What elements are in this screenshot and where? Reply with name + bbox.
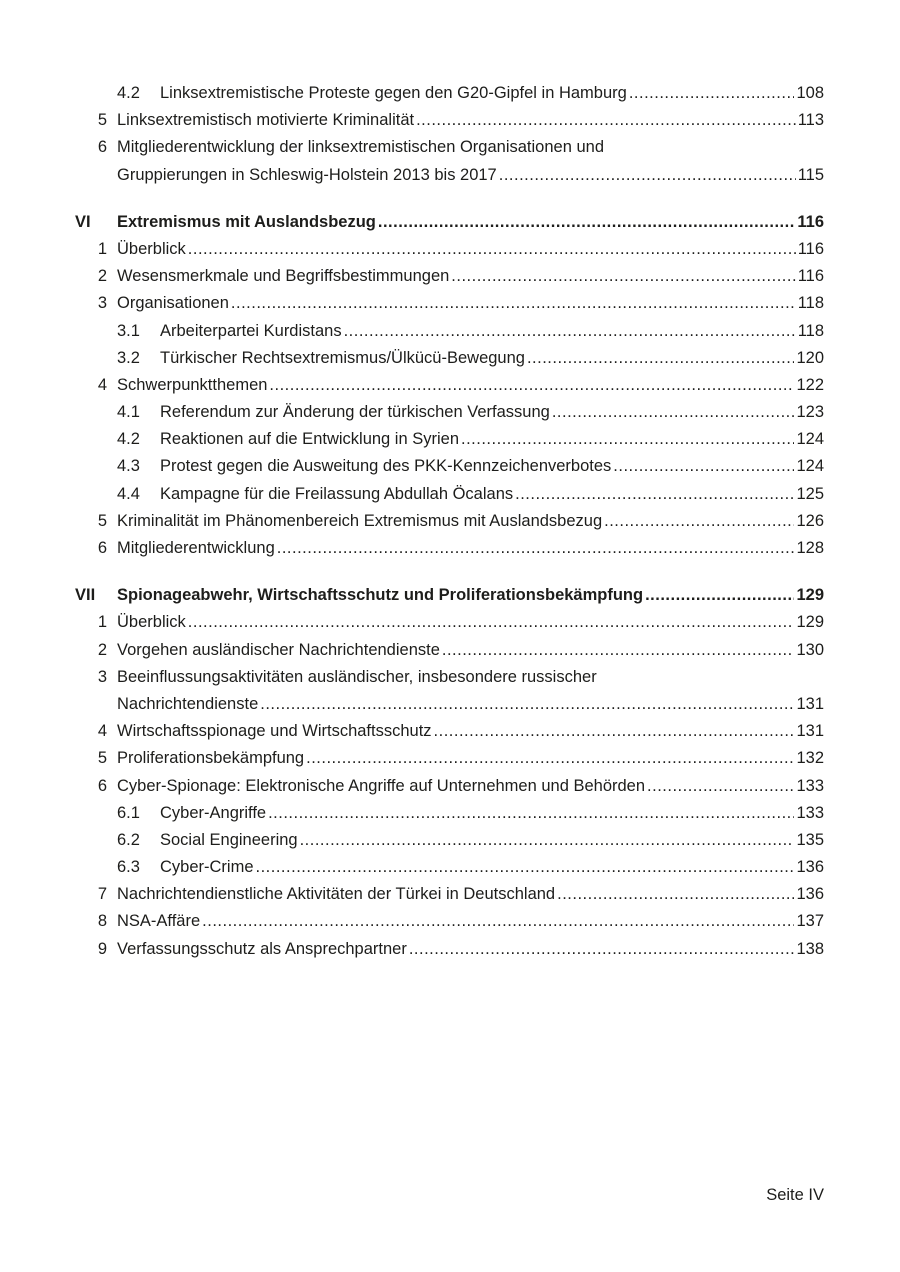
toc-entry-section[interactable] (75, 718, 824, 745)
entry-page: 133 (796, 803, 824, 822)
toc-entry-section[interactable] (75, 773, 824, 800)
entry-number: 1 (97, 239, 107, 258)
entry-title: Cyber-Crime (160, 858, 254, 877)
entry-title: Extremismus mit Auslandsbezug (117, 212, 376, 231)
entry-number: 7 (97, 885, 107, 904)
toc-entry-sub[interactable] (75, 318, 824, 345)
entry-number: 6.3 (117, 858, 140, 877)
toc-entry-sub[interactable] (75, 827, 824, 854)
entry-page: 130 (796, 640, 824, 659)
dot-leader (277, 535, 795, 562)
entry-title: Social Engineering (160, 830, 298, 849)
entry-title: Linksextremistische Proteste gegen den G20-Gipfel in Hamburg (160, 84, 627, 102)
entry-page: 116 (797, 267, 824, 286)
entry-title-continued: Gruppierungen in Schleswig-Holstein 2013 bis 2017 (117, 165, 497, 184)
entry-number: 2 (97, 640, 107, 659)
entry-page: 124 (796, 457, 824, 476)
dot-leader (378, 209, 796, 236)
entry-title: Proliferationsbekämpfung (117, 749, 305, 768)
dot-leader (461, 426, 794, 453)
toc-entry-sub[interactable] (75, 80, 824, 107)
entry-title: Schwerpunktthemen (117, 375, 268, 394)
toc-entry-sub[interactable] (75, 800, 824, 827)
toc-entry-section[interactable] (75, 263, 824, 290)
entry-number: 6.2 (117, 830, 140, 849)
entry-title: Überblick (117, 239, 186, 258)
dot-leader (645, 582, 794, 609)
toc-entry-continuation (75, 162, 824, 189)
entry-page: 123 (796, 403, 824, 422)
entry-number: VI (75, 212, 91, 231)
dot-leader (202, 908, 794, 935)
entry-page: 126 (796, 511, 824, 530)
entry-page: 118 (797, 321, 824, 340)
entry-number: 5 (97, 111, 107, 130)
dot-leader (515, 481, 794, 508)
entry-page: 129 (796, 586, 824, 605)
toc-entry-sub[interactable] (75, 854, 824, 881)
entry-number: 4.3 (117, 457, 140, 476)
entry-number: 6.1 (117, 803, 140, 822)
entry-number: 8 (97, 912, 107, 931)
dot-leader (527, 345, 795, 372)
toc-entry-sub[interactable] (75, 453, 824, 480)
entry-number: 5 (97, 749, 107, 768)
entry-page: 131 (796, 694, 824, 713)
entry-number: 4 (97, 375, 107, 394)
page-number: Seite IV (766, 1186, 824, 1204)
entry-page: 120 (796, 348, 824, 367)
entry-page: 116 (797, 212, 824, 231)
toc-entry-section[interactable] (75, 107, 824, 134)
entry-page: 125 (796, 484, 824, 503)
toc-entry-section[interactable] (75, 936, 824, 963)
dot-leader (269, 372, 794, 399)
entry-title: Protest gegen die Ausweitung des PKK-Kennzeichenverbotes (160, 457, 612, 476)
entry-number: 1 (97, 613, 107, 632)
entry-number: 9 (97, 939, 107, 958)
toc-entry-section[interactable] (75, 745, 824, 772)
entry-page: 132 (796, 749, 824, 768)
entry-title: Vorgehen ausländischer Nachrichtendienste (117, 640, 440, 659)
dot-leader (434, 718, 795, 745)
entry-title: Beeinflussungsaktivitäten ausländischer, insbesondere russischer (117, 667, 597, 686)
entry-page: 116 (797, 239, 824, 258)
dot-leader (300, 827, 795, 854)
toc-entry-section[interactable] (75, 236, 824, 263)
toc-entry-continuation (75, 691, 824, 718)
entry-page: 137 (796, 912, 824, 931)
entry-page: 131 (796, 722, 824, 741)
entry-page: 108 (796, 84, 824, 102)
entry-number: 3 (97, 294, 107, 313)
entry-number: 6 (97, 776, 107, 795)
toc-entry-chapter[interactable] (75, 582, 824, 609)
entry-title: Referendum zur Änderung der türkischen Verfassung (160, 403, 550, 422)
toc-entry-section[interactable] (75, 609, 824, 636)
toc-entry-section[interactable] (75, 508, 824, 535)
toc-entry-section[interactable] (75, 664, 824, 691)
entry-title: Mitgliederentwicklung (117, 539, 275, 557)
dot-leader (451, 263, 795, 290)
entry-number: 3 (97, 667, 107, 686)
dot-leader (409, 936, 795, 963)
entry-title: Linksextremistisch motivierte Kriminalität (117, 111, 415, 130)
entry-page: 136 (796, 885, 824, 904)
toc-entry-sub[interactable] (75, 481, 824, 508)
entry-number: 3.2 (117, 348, 140, 367)
toc-entry-section[interactable] (75, 908, 824, 935)
entry-page: 135 (796, 830, 824, 849)
entry-number: 4.4 (117, 484, 140, 503)
entry-number: 6 (97, 138, 107, 157)
dot-leader (256, 854, 795, 881)
entry-title: Mitgliederentwicklung der linksextremistischen Organisationen und (117, 138, 604, 157)
entry-number: 4.1 (117, 403, 140, 422)
toc-entry-sub[interactable] (75, 399, 824, 426)
entry-title: Überblick (117, 613, 186, 632)
dot-leader (344, 318, 796, 345)
entry-title: Arbeiterpartei Kurdistans (160, 321, 342, 340)
entry-number: 5 (97, 511, 107, 530)
entry-title: Nachrichtendienstliche Aktivitäten der Türkei in Deutschland (117, 885, 556, 904)
dot-leader (260, 691, 794, 718)
entry-number: 3.1 (117, 321, 140, 340)
entry-number: 4 (97, 722, 107, 741)
entry-title: Cyber-Angriffe (160, 803, 267, 822)
dot-leader (613, 453, 794, 480)
entry-page: 122 (796, 375, 824, 394)
entry-number: 2 (97, 267, 107, 286)
toc-entry-sub[interactable] (75, 345, 824, 372)
entry-page: 124 (796, 430, 824, 449)
entry-page: 136 (796, 858, 824, 877)
dot-leader (306, 745, 794, 772)
dot-leader (442, 637, 795, 664)
entry-number: 4.2 (117, 84, 140, 102)
entry-number: 4.2 (117, 430, 140, 449)
toc-entry-section[interactable] (75, 134, 824, 161)
entry-title: Reaktionen auf die Entwicklung in Syrien (160, 430, 460, 449)
toc-entry-section[interactable] (75, 637, 824, 664)
entry-title: Verfassungsschutz als Ansprechpartner (117, 939, 407, 958)
dot-leader (629, 80, 795, 107)
entry-title: Spionageabwehr, Wirtschaftsschutz und Proliferationsbekämpfung (117, 586, 644, 605)
dot-leader (604, 508, 794, 535)
entry-title: Türkischer Rechtsextremismus/Ülkücü-Bewegung (160, 348, 525, 367)
entry-page: 129 (796, 613, 824, 632)
toc-entry-section[interactable] (75, 290, 824, 317)
dot-leader (552, 399, 795, 426)
dot-leader (647, 773, 794, 800)
entry-title: Kriminalität im Phänomenbereich Extremismus mit Auslandsbezug (117, 511, 603, 530)
entry-page: 118 (797, 294, 824, 313)
toc-entry-sub[interactable] (75, 426, 824, 453)
dot-leader (231, 290, 796, 317)
toc-entry-section[interactable] (75, 372, 824, 399)
entry-page: 138 (796, 939, 824, 958)
toc-entry-chapter[interactable] (75, 209, 824, 236)
table-of-contents (75, 80, 824, 963)
dot-leader (268, 800, 794, 827)
entry-page: 113 (797, 111, 824, 130)
entry-number: VII (75, 586, 96, 605)
dot-leader (188, 236, 796, 263)
entry-title: Organisationen (117, 294, 229, 313)
entry-number: 6 (97, 539, 107, 557)
entry-title: Kampagne für die Freilassung Abdullah Öcalans (160, 484, 514, 503)
entry-title: Wirtschaftsspionage und Wirtschaftsschutz (117, 722, 432, 741)
entry-page: 133 (796, 776, 824, 795)
entry-title-continued: Nachrichtendienste (117, 694, 259, 713)
entry-title: NSA-Affäre (117, 912, 201, 931)
dot-leader (416, 107, 796, 134)
entry-title: Cyber-Spionage: Elektronische Angriffe auf Unternehmen und Behörden (117, 776, 646, 795)
toc-entry-section[interactable] (75, 881, 824, 908)
entry-page: 128 (796, 539, 824, 557)
dot-leader (188, 609, 795, 636)
entry-title: Wesensmerkmale und Begriffsbestimmungen (117, 267, 450, 286)
entry-page: 115 (797, 165, 824, 184)
dot-leader (499, 162, 796, 189)
dot-leader (557, 881, 794, 908)
toc-entry-section[interactable] (75, 535, 824, 562)
